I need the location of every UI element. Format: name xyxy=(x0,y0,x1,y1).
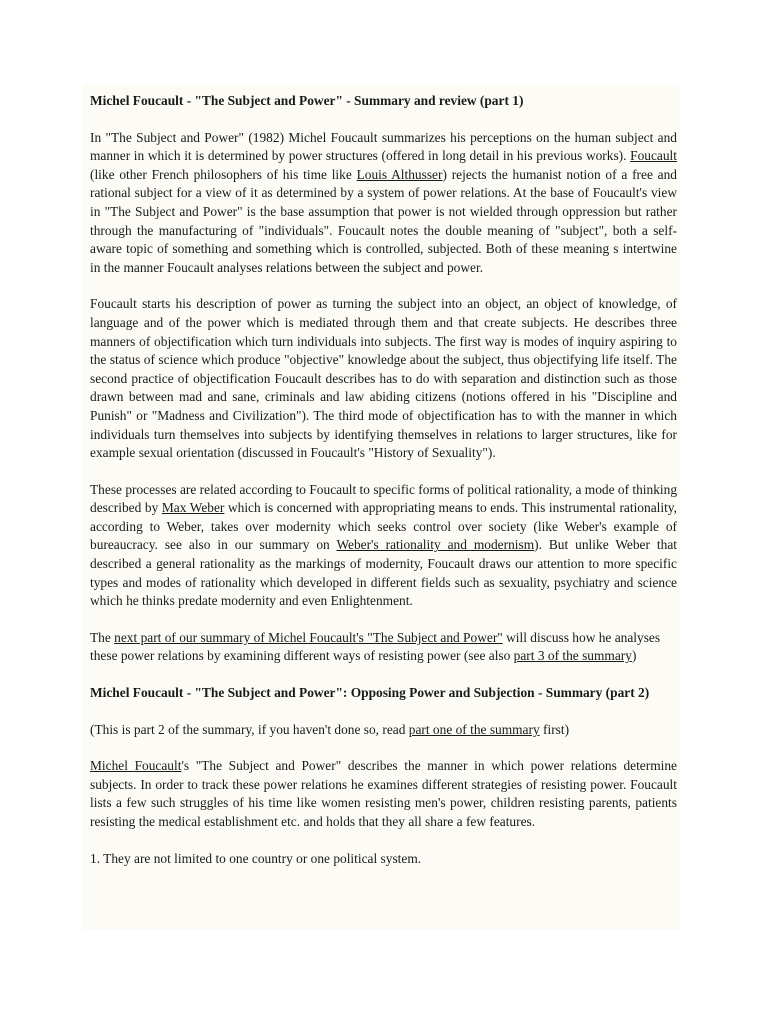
part1-paragraph-3 xyxy=(90,481,677,611)
part2-title: Michel Foucault - "The Subject and Power": Opposing Power and Subjection - Summary (part 2) xyxy=(90,685,650,701)
michel-foucault-link[interactable]: Michel Foucault xyxy=(90,758,182,774)
foucault-link[interactable]: Foucault xyxy=(630,148,677,164)
part2-paragraph-1 xyxy=(90,721,677,740)
part3-link[interactable]: part 3 of the summary xyxy=(513,648,632,664)
text-span: In "The Subject and Power" (1982) Michel Foucault summarizes his perceptions on the human subject and manner in which it is determined by power structures (offered in long detail in his previous works). xyxy=(90,129,677,164)
text-span: ) xyxy=(631,648,637,664)
part1-paragraph-1 xyxy=(90,129,677,278)
part1-paragraph-2: Foucault starts his description of power as turning the subject into an object, an object of knowledge, of language and of the power which is mediated through them and that create subjects. He describes three manners of objectification which turn individuals into subjects. The first way is modes of inquiry aspiring to the status of science which produce "objective" knowledge about the subject, thus objectifying life itself. The second practice of objectification Foucault describes has to do with separation and distinction such as those drawn between mad and sane, criminals and law abiding citizens (notions offered in his "Discipline and Punish" or "Madness and Civilization"). The third mode of objectification has to with the manner in which individuals turn themselves into subjects by identifying themselves in relations to larger structures, like for example sexual orientation (discussed in Foucault's "History of Sexuality"). xyxy=(90,296,677,461)
text-span: 's "The Subject and Power" describes the manner in which power relations determine subjects. In order to track these power relations he examines different strategies of resisting power. Foucault lists a few such struggles of his time like women resisting men's power, children resisting parents, patients resisting the medical establishment etc. and holds that they all share a few features. xyxy=(90,758,677,829)
text-span: These processes are related according to Foucault to specific forms of political rationality, a mode of thinking described by xyxy=(90,481,678,516)
althusser-link[interactable]: Louis Althusser xyxy=(356,166,443,182)
next-part-link[interactable]: next part of our summary of Michel Foucault's "The Subject and Power" xyxy=(114,629,503,645)
text-span: (like other French philosophers of his time like xyxy=(90,166,357,182)
text-span: first) xyxy=(539,721,570,737)
weber-rationality-link[interactable]: Weber's rationality and modernism xyxy=(336,537,535,553)
part2-paragraph-2 xyxy=(90,757,677,831)
text-span: (This is part 2 of the summary, if you haven't done so, read xyxy=(90,721,409,737)
part-one-link[interactable]: part one of the summary xyxy=(408,721,540,737)
part1-title: Michel Foucault - "The Subject and Power" - Summary and review (part 1) xyxy=(90,93,524,108)
document-content xyxy=(90,92,677,886)
part2-paragraph-3: 1. They are not limited to one country or one political system. xyxy=(90,850,422,866)
part1-paragraph-4 xyxy=(90,629,677,666)
text-span: which is concerned with appropriating means to ends. This instrumental rationality, according to Weber, takes over modernity which seeks control over society (like Weber's example of bureaucracy. see also in our summary on xyxy=(90,500,677,553)
max-weber-link[interactable]: Max Weber xyxy=(161,500,225,516)
text-span: will discuss how he analyses these power relations by examining different ways of resisting power (see also xyxy=(90,629,661,664)
text-span: The xyxy=(90,629,115,645)
text-span: ) rejects the humanist notion of a free and rational subject for a view of it as determined by a system of power relations. At the base of Foucault's view in "The Subject and Power" is the base assumption that power is not wielded through oppression but rather through the manufacturing of "individuals". Foucault notes the double meaning of "subject", both a self-aware topic of something and something which is controlled, subjected. Both of these meaning s intertwine in the manner Foucault analyses relations between the subject and power. xyxy=(90,166,677,275)
text-span: ). But unlike Weber that described a general rationality as the markings of modernity, Foucault draws our attention to more specific types and modes of rationality which developed in different fields such as sexuality, psychiatry and science which he thinks predate modernity and even Enlightenment. xyxy=(90,537,677,609)
